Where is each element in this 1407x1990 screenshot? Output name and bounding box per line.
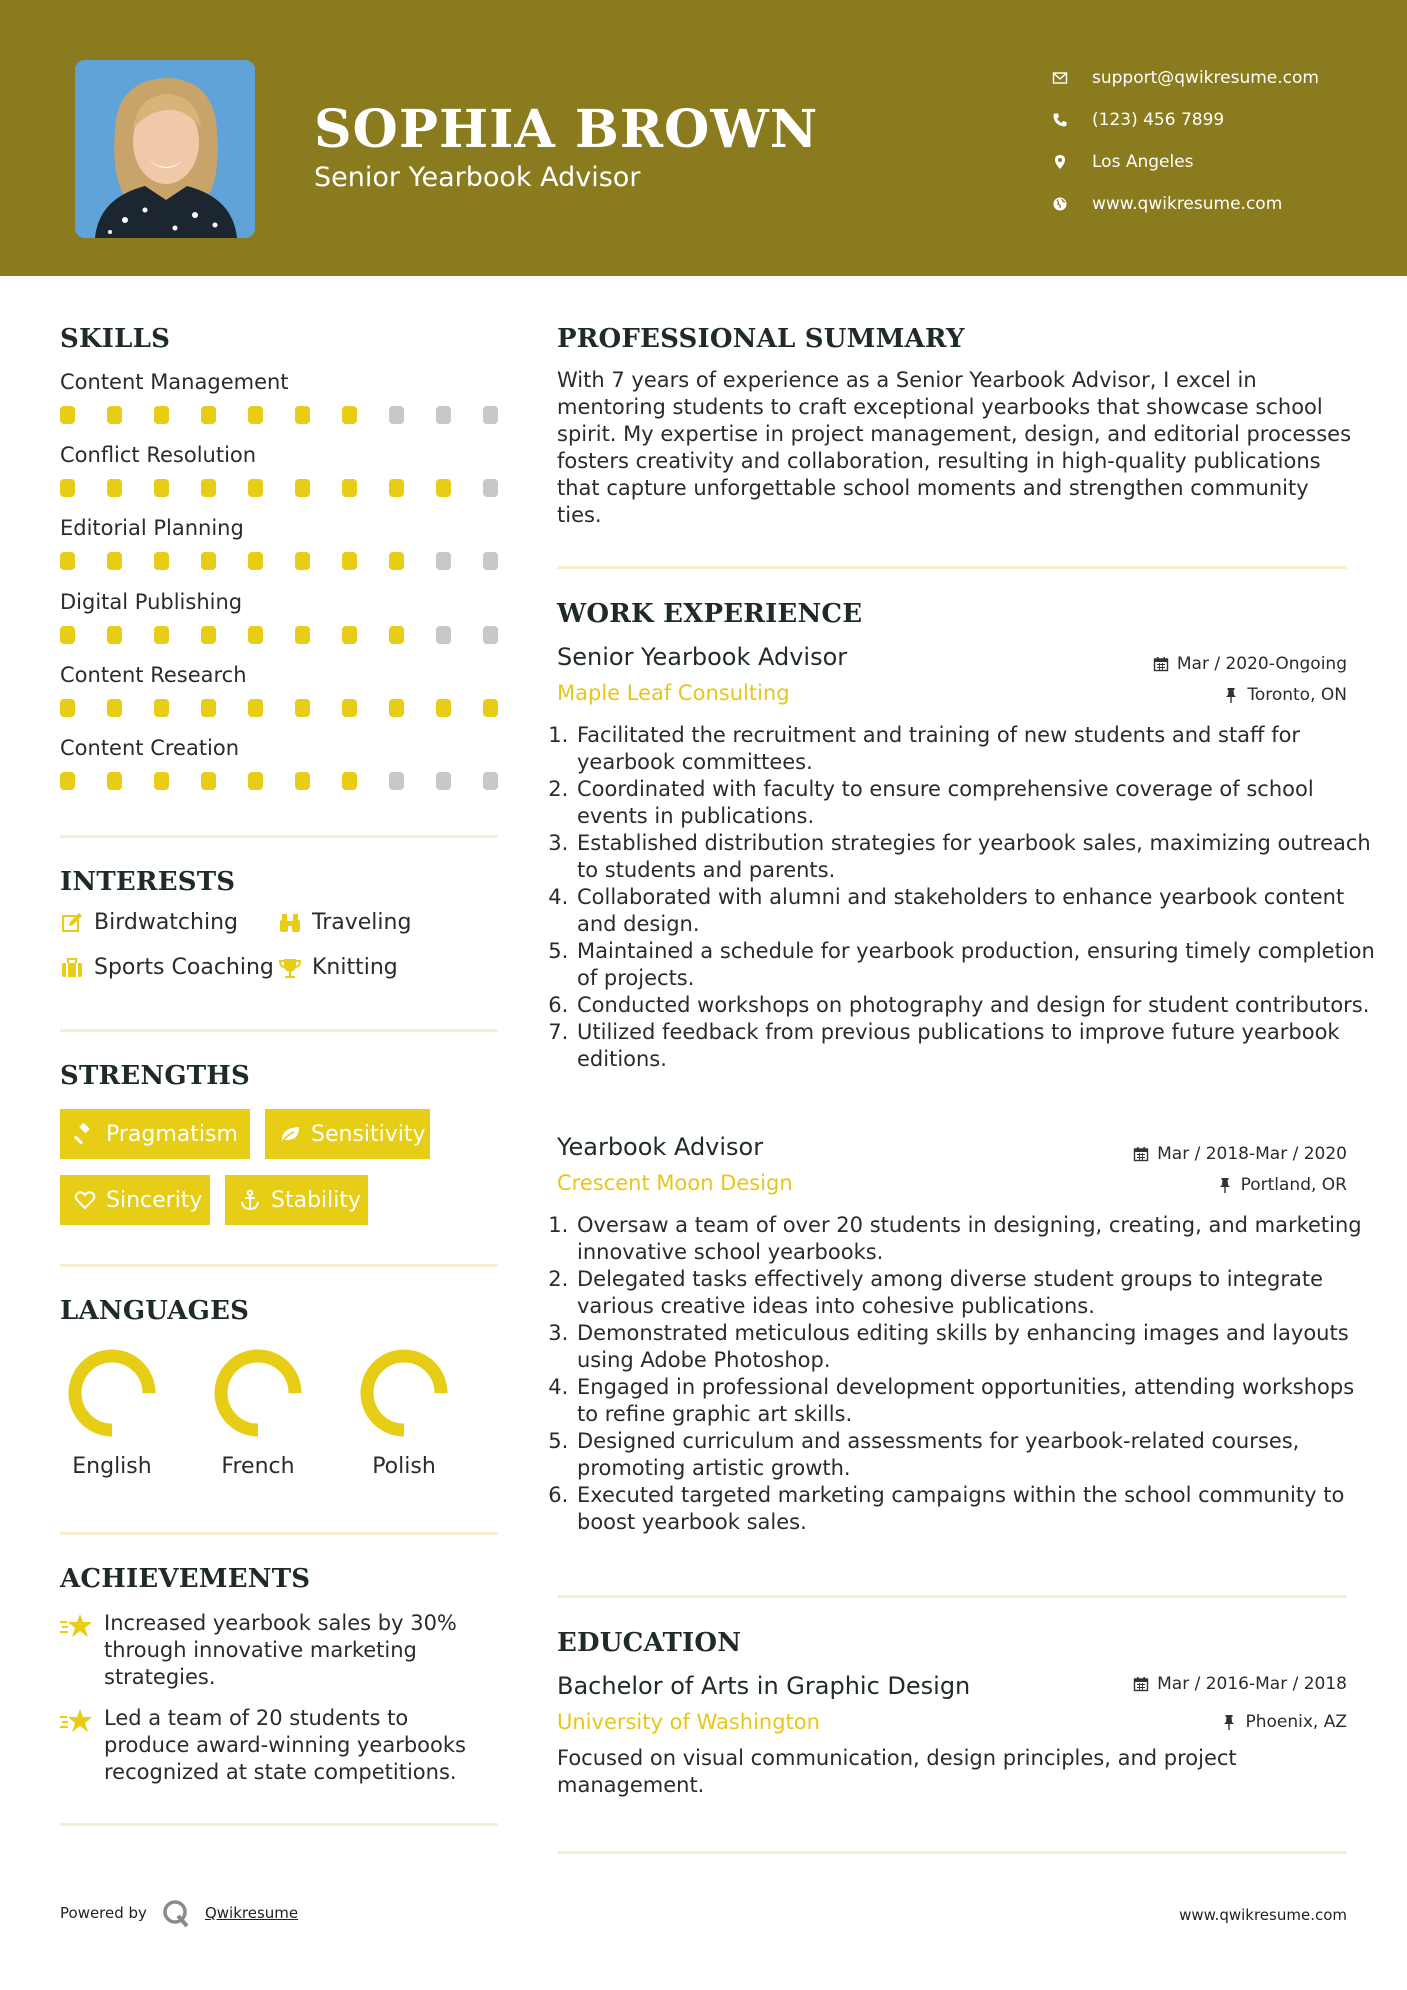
anchor-icon bbox=[239, 1189, 261, 1211]
skill-dot bbox=[154, 626, 169, 644]
strength-tag bbox=[265, 1109, 430, 1159]
skill-dot bbox=[389, 626, 404, 644]
divider bbox=[60, 1823, 498, 1826]
skill-dot bbox=[389, 552, 404, 570]
education-location bbox=[1221, 1712, 1347, 1732]
responsibility-item: 1. Oversaw a team of over 20 students in designing, creating, and marketing innovative school yearbooks. bbox=[575, 1212, 1375, 1266]
education-dates-text: Mar / 2016-Mar / 2018 bbox=[1157, 1674, 1347, 1694]
skill-dot bbox=[389, 406, 404, 424]
skill-dot bbox=[154, 552, 169, 570]
interest-label: Birdwatching bbox=[94, 910, 238, 935]
language-item bbox=[188, 1348, 328, 1479]
skill-dot bbox=[295, 699, 310, 717]
responsibility-item: 7. Utilized feedback from previous publications to improve future yearbook editions. bbox=[575, 1019, 1375, 1073]
phone-icon bbox=[1050, 110, 1070, 130]
trophy-icon bbox=[278, 956, 302, 980]
job-title: Senior Yearbook Advisor bbox=[557, 643, 848, 671]
contact-website[interactable] bbox=[1050, 183, 1319, 225]
language-name: French bbox=[221, 1454, 295, 1479]
skill-dot bbox=[248, 552, 263, 570]
job-location-text: Toronto, ON bbox=[1247, 685, 1347, 705]
job-company: Crescent Moon Design bbox=[557, 1171, 793, 1195]
calendar-icon bbox=[1133, 1146, 1149, 1162]
skill-dot bbox=[295, 479, 310, 497]
achievement-text: Led a team of 20 students to produce award-winning yearbooks recognized at state competitions. bbox=[104, 1706, 466, 1784]
summary-text: With 7 years of experience as a Senior Yearbook Advisor, I excel in mentoring students to craft exceptional yearbooks that showcase school spirit. My expertise in project management, design, and editorial processes fosters creativity and collaboration, resulting in high-quality publications that capture unforgettable school moments and strengthen community ties. bbox=[557, 368, 1352, 527]
skill-dot bbox=[248, 626, 263, 644]
interest-item bbox=[60, 955, 274, 980]
skill-dot bbox=[483, 626, 498, 644]
skill-dot bbox=[342, 479, 357, 497]
skill-dot bbox=[201, 552, 216, 570]
languages-title: LANGUAGES bbox=[60, 1296, 250, 1326]
divider bbox=[557, 566, 1347, 569]
skill-dot bbox=[154, 772, 169, 790]
skill-dot bbox=[248, 406, 263, 424]
contact-website-text: www.qwikresume.com bbox=[1092, 194, 1283, 214]
skill-dot bbox=[201, 626, 216, 644]
candidate-title: Senior Yearbook Advisor bbox=[314, 162, 641, 193]
contact-email-text: support@qwikresume.com bbox=[1092, 68, 1319, 88]
interest-item bbox=[60, 910, 238, 935]
interest-label: Sports Coaching bbox=[94, 955, 274, 980]
skill-dot bbox=[248, 699, 263, 717]
responsibility-item: 3. Demonstrated meticulous editing skills by enhancing images and layouts using Adobe Photoshop. bbox=[575, 1320, 1375, 1374]
strength-tag bbox=[60, 1175, 210, 1225]
pushpin-icon bbox=[1223, 687, 1239, 703]
skill-dot bbox=[107, 699, 122, 717]
skill-dot bbox=[295, 406, 310, 424]
skill-dot bbox=[436, 772, 451, 790]
responsibility-item: 6. Conducted workshops on photography and design for student contributors. bbox=[575, 992, 1375, 1019]
achievements-title: ACHIEVEMENTS bbox=[60, 1564, 311, 1594]
skills-title: SKILLS bbox=[60, 324, 171, 354]
strength-tag bbox=[60, 1109, 250, 1159]
skill-dot bbox=[295, 772, 310, 790]
header-banner bbox=[0, 0, 1407, 276]
skill-dot bbox=[342, 699, 357, 717]
divider bbox=[60, 1029, 498, 1032]
skill-dot bbox=[107, 626, 122, 644]
job-responsibilities bbox=[552, 722, 1375, 1073]
contact-location-text: Los Angeles bbox=[1092, 152, 1194, 172]
language-gauge bbox=[213, 1348, 303, 1438]
skill-dot bbox=[342, 626, 357, 644]
skill-dot bbox=[201, 406, 216, 424]
strength-label: Pragmatism bbox=[106, 1121, 238, 1147]
skill-dot bbox=[389, 479, 404, 497]
profile-photo bbox=[75, 60, 255, 238]
language-item bbox=[42, 1348, 182, 1479]
brand-link[interactable]: Qwikresume bbox=[204, 1904, 299, 1922]
skill-name: Conflict Resolution bbox=[60, 443, 257, 467]
skill-dot bbox=[483, 699, 498, 717]
calendar-icon bbox=[1153, 656, 1169, 672]
skill-dot bbox=[483, 772, 498, 790]
skill-dot bbox=[154, 479, 169, 497]
education-school: University of Washington bbox=[557, 1710, 820, 1734]
job-location bbox=[1217, 1175, 1347, 1195]
star-icon bbox=[60, 1612, 94, 1640]
responsibility-item: 5. Designed curriculum and assessments for yearbook-related courses, promoting artistic growth. bbox=[575, 1428, 1375, 1482]
skill-rating bbox=[60, 772, 500, 790]
qwikresume-logo-icon bbox=[161, 1898, 191, 1928]
contact-phone[interactable] bbox=[1050, 99, 1319, 141]
skill-dot bbox=[107, 552, 122, 570]
gavel-icon bbox=[74, 1123, 96, 1145]
skill-dot bbox=[342, 406, 357, 424]
language-name: English bbox=[72, 1454, 152, 1479]
briefcase-icon bbox=[60, 956, 84, 980]
job-company: Maple Leaf Consulting bbox=[557, 681, 790, 705]
education-description: Focused on visual communication, design principles, and project management. bbox=[557, 1746, 1237, 1797]
skill-dot bbox=[248, 772, 263, 790]
star-icon bbox=[60, 1707, 94, 1735]
education-degree: Bachelor of Arts in Graphic Design bbox=[557, 1672, 971, 1700]
strength-label: Stability bbox=[271, 1187, 362, 1213]
skill-dot bbox=[201, 479, 216, 497]
skill-dot bbox=[107, 406, 122, 424]
heart-icon bbox=[74, 1189, 96, 1211]
responsibility-item: 1. Facilitated the recruitment and training of new students and staff for yearbook committees. bbox=[575, 722, 1375, 776]
globe-icon bbox=[1050, 194, 1070, 214]
divider bbox=[60, 835, 498, 838]
skill-dot bbox=[107, 772, 122, 790]
strengths-title: STRENGTHS bbox=[60, 1061, 251, 1091]
skill-dot bbox=[436, 699, 451, 717]
skill-dot bbox=[436, 626, 451, 644]
job-dates bbox=[1153, 654, 1347, 674]
skill-dot bbox=[295, 626, 310, 644]
interest-item bbox=[278, 955, 398, 980]
envelope-icon bbox=[1050, 68, 1070, 88]
contact-email[interactable] bbox=[1050, 57, 1319, 99]
language-name: Polish bbox=[372, 1454, 436, 1479]
job-location-text: Portland, OR bbox=[1240, 1175, 1347, 1195]
skill-dot bbox=[60, 406, 75, 424]
skill-dot bbox=[60, 479, 75, 497]
skill-rating bbox=[60, 626, 500, 644]
skill-dot bbox=[154, 406, 169, 424]
strength-tag bbox=[225, 1175, 368, 1225]
contact-list bbox=[1050, 57, 1319, 225]
language-item bbox=[334, 1348, 474, 1479]
skill-dot bbox=[295, 552, 310, 570]
achievement-item bbox=[60, 1705, 500, 1786]
responsibility-item: 4. Collaborated with alumni and stakeholders to enhance yearbook content and design. bbox=[575, 884, 1375, 938]
skill-name: Content Management bbox=[60, 370, 289, 394]
skill-dot bbox=[483, 406, 498, 424]
responsibility-item: 2. Delegated tasks effectively among diverse student groups to integrate various creative ideas into cohesive publications. bbox=[575, 1266, 1375, 1320]
language-gauge bbox=[359, 1348, 449, 1438]
job-title: Yearbook Advisor bbox=[557, 1133, 764, 1161]
summary-title: PROFESSIONAL SUMMARY bbox=[557, 324, 965, 354]
calendar-icon bbox=[1133, 1676, 1149, 1692]
skill-rating bbox=[60, 406, 500, 424]
contact-phone-text: (123) 456 7899 bbox=[1092, 110, 1225, 130]
skill-dot bbox=[60, 552, 75, 570]
skill-dot bbox=[60, 626, 75, 644]
leaf-icon bbox=[279, 1123, 301, 1145]
skill-dot bbox=[436, 479, 451, 497]
skill-dot bbox=[436, 406, 451, 424]
responsibility-item: 6. Executed targeted marketing campaigns within the school community to boost yearbook sales. bbox=[575, 1482, 1375, 1536]
interests-title: INTERESTS bbox=[60, 867, 236, 897]
interest-label: Knitting bbox=[312, 955, 398, 980]
footer-website[interactable]: www.qwikresume.com bbox=[1179, 1906, 1347, 1924]
skill-name: Digital Publishing bbox=[60, 590, 243, 614]
divider bbox=[60, 1532, 498, 1535]
skill-rating bbox=[60, 699, 500, 717]
skill-dot bbox=[483, 479, 498, 497]
divider bbox=[557, 1851, 1347, 1854]
achievement-item bbox=[60, 1610, 500, 1691]
job-dates-text: Mar / 2018-Mar / 2020 bbox=[1157, 1144, 1347, 1164]
pushpin-icon bbox=[1221, 1714, 1237, 1730]
job-dates bbox=[1133, 1144, 1347, 1164]
interest-label: Traveling bbox=[312, 910, 412, 935]
skill-dot bbox=[60, 772, 75, 790]
interest-item bbox=[278, 910, 411, 935]
education-location-text: Phoenix, AZ bbox=[1245, 1712, 1347, 1732]
strength-label: Sincerity bbox=[106, 1187, 203, 1213]
job-responsibilities bbox=[552, 1212, 1375, 1536]
contact-location bbox=[1050, 141, 1319, 183]
education-dates bbox=[1133, 1674, 1347, 1694]
skill-dot bbox=[201, 699, 216, 717]
skill-rating bbox=[60, 479, 500, 497]
skill-name: Content Creation bbox=[60, 736, 240, 760]
skill-dot bbox=[248, 479, 263, 497]
job-dates-text: Mar / 2020-Ongoing bbox=[1176, 654, 1347, 674]
pushpin-icon bbox=[1217, 1177, 1233, 1193]
skill-dot bbox=[389, 699, 404, 717]
education-title: EDUCATION bbox=[557, 1628, 742, 1658]
powered-by-label: Powered by bbox=[60, 1904, 147, 1922]
responsibility-item: 3. Established distribution strategies for yearbook sales, maximizing outreach to students and parents. bbox=[575, 830, 1375, 884]
skill-dot bbox=[201, 772, 216, 790]
skill-dot bbox=[60, 699, 75, 717]
candidate-name: SOPHIA BROWN bbox=[314, 99, 819, 160]
skill-name: Content Research bbox=[60, 663, 247, 687]
responsibility-item: 4. Engaged in professional development opportunities, attending workshops to refine graphic art skills. bbox=[575, 1374, 1375, 1428]
skill-dot bbox=[389, 772, 404, 790]
achievement-text: Increased yearbook sales by 30% through innovative marketing strategies. bbox=[104, 1611, 457, 1689]
divider bbox=[60, 1264, 498, 1267]
skill-dot bbox=[107, 479, 122, 497]
experience-title: WORK EXPERIENCE bbox=[557, 599, 863, 629]
divider bbox=[557, 1595, 1347, 1598]
map-pin-icon bbox=[1050, 152, 1070, 172]
responsibility-item: 5. Maintained a schedule for yearbook production, ensuring timely completion of projects. bbox=[575, 938, 1375, 992]
responsibility-item: 2. Coordinated with faculty to ensure comprehensive coverage of school events in publications. bbox=[575, 776, 1375, 830]
footer-powered-by bbox=[60, 1898, 298, 1928]
binoculars-icon bbox=[278, 911, 302, 935]
job-location bbox=[1223, 685, 1347, 705]
skill-name: Editorial Planning bbox=[60, 516, 244, 540]
language-gauge bbox=[67, 1348, 157, 1438]
skill-dot bbox=[154, 699, 169, 717]
skill-dot bbox=[342, 552, 357, 570]
strength-label: Sensitivity bbox=[311, 1121, 426, 1147]
skill-dot bbox=[436, 552, 451, 570]
skill-rating bbox=[60, 552, 500, 570]
skill-dot bbox=[342, 772, 357, 790]
skill-dot bbox=[483, 552, 498, 570]
pencil-icon bbox=[60, 911, 84, 935]
